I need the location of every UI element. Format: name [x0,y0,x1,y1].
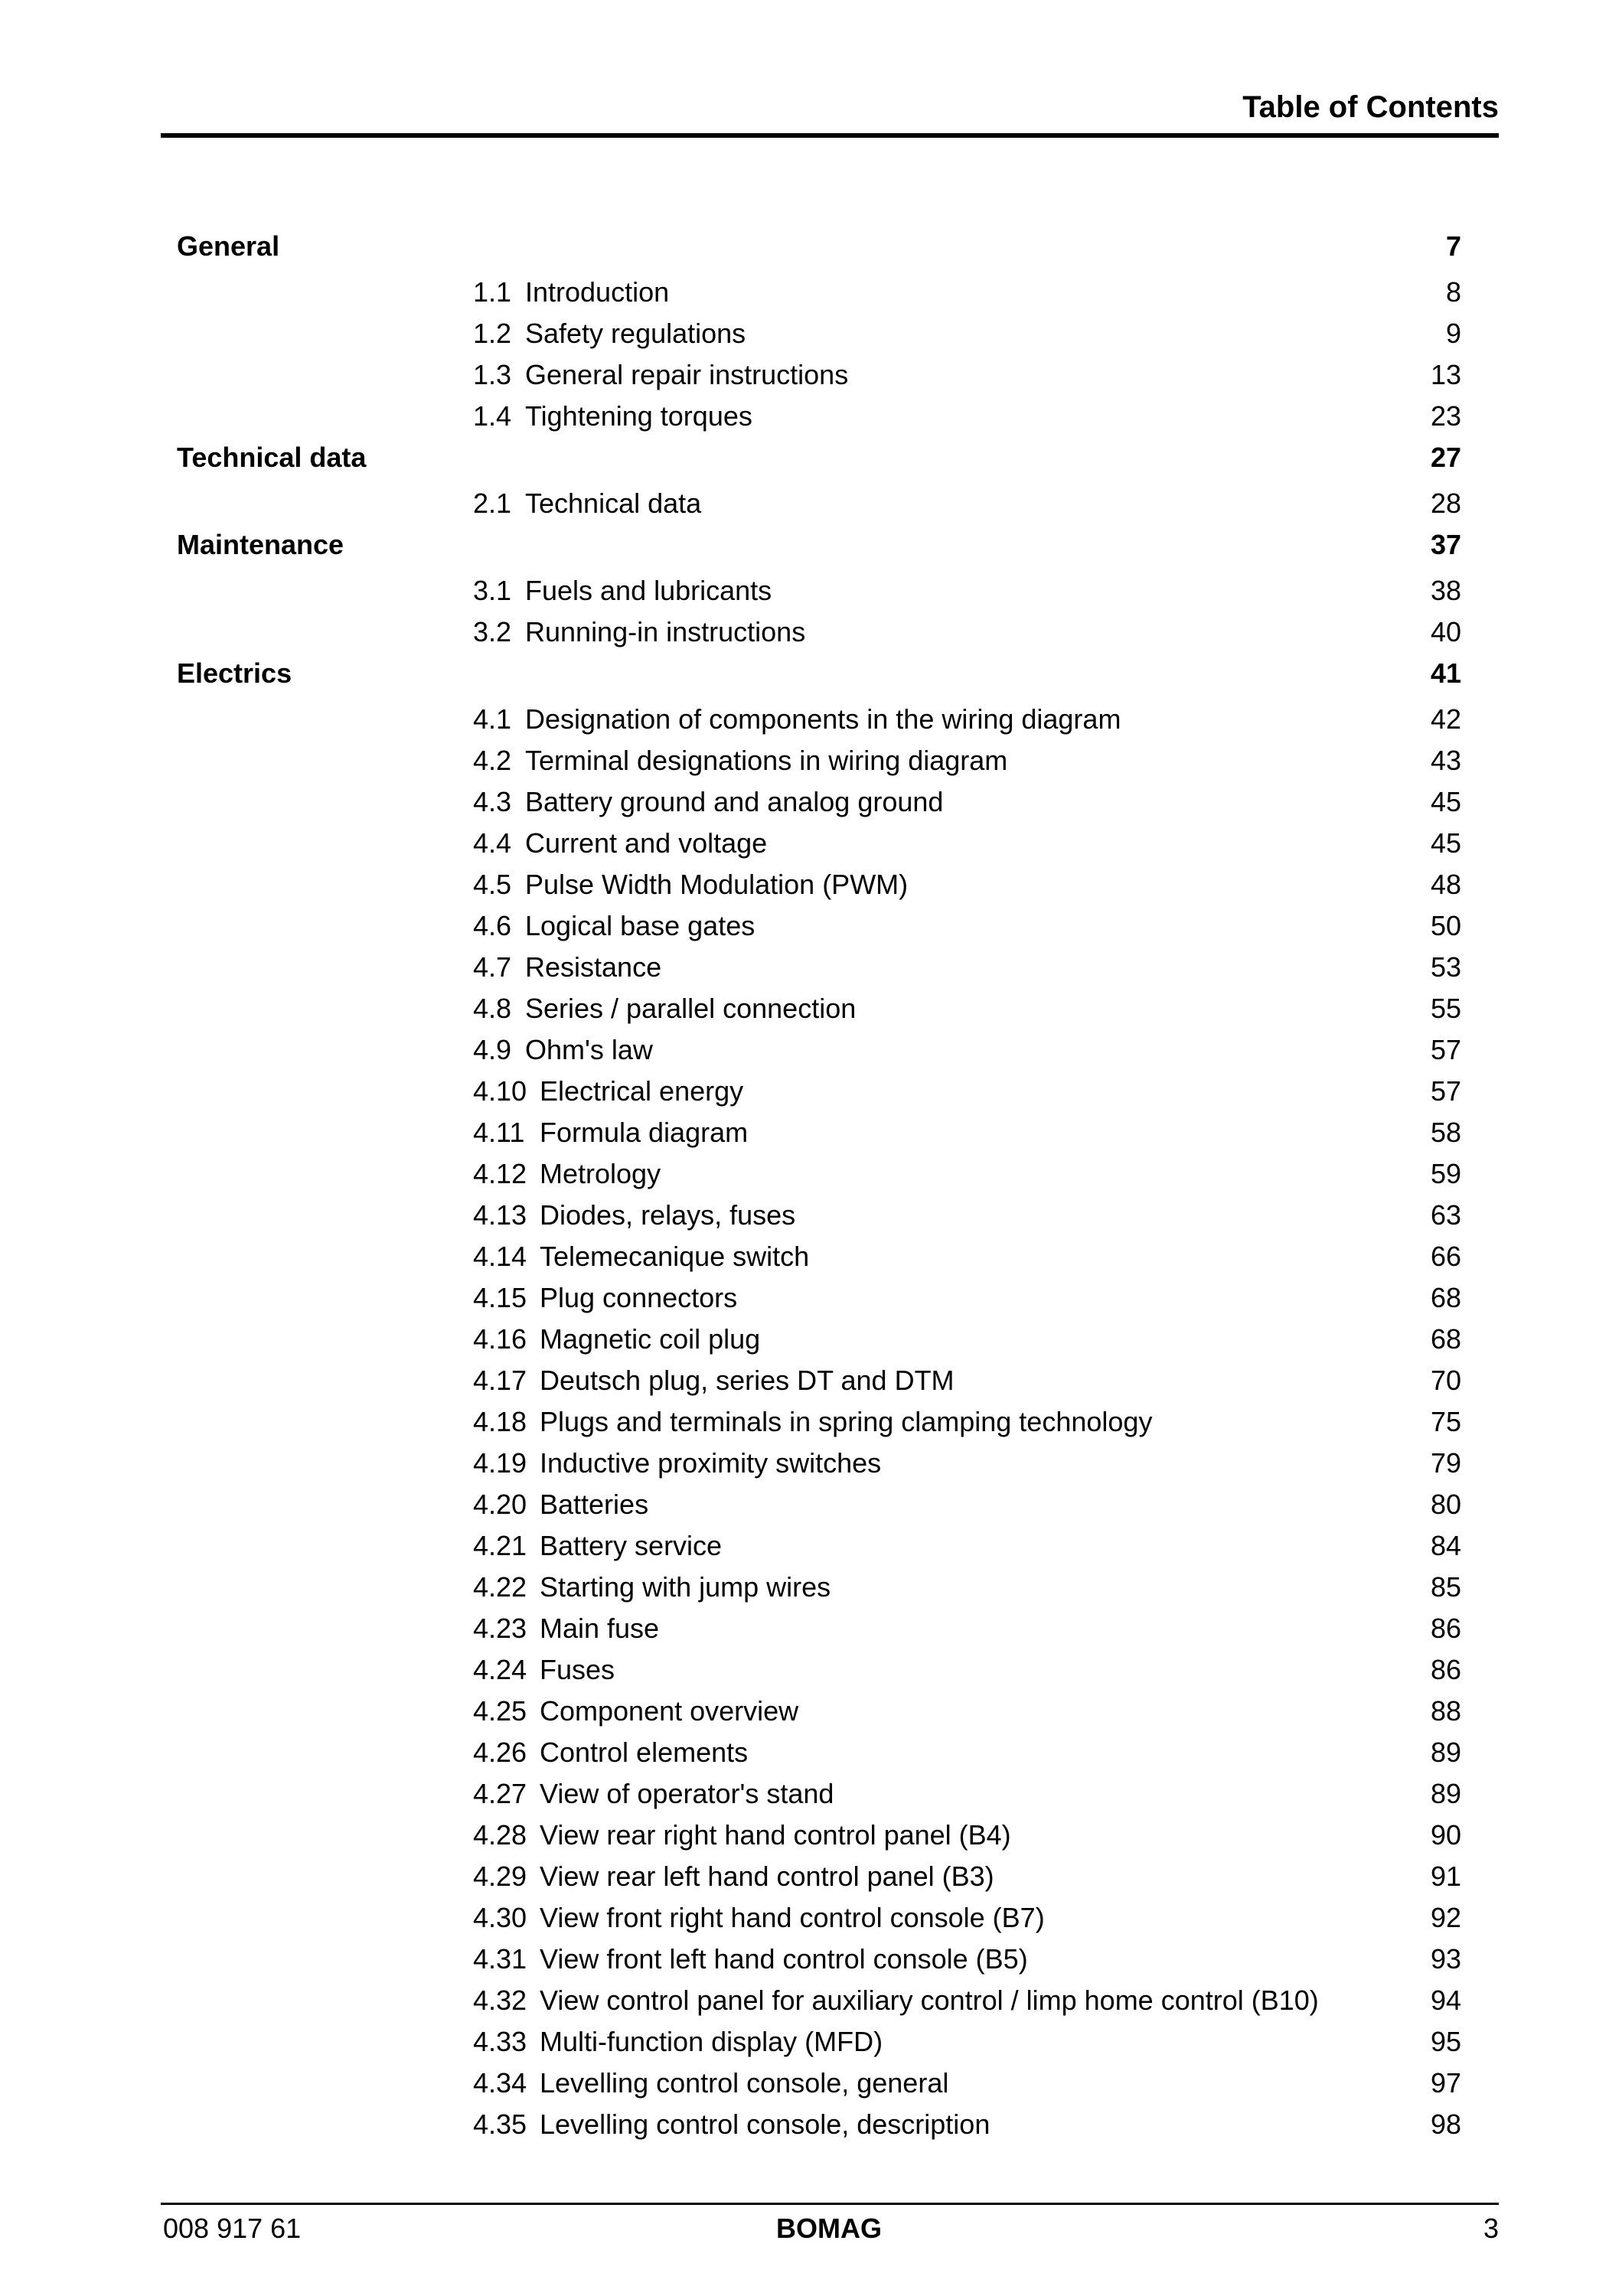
toc-page-number: 91 [1430,1861,1461,1892]
page-number: 3 [1483,2213,1499,2244]
toc-entry[interactable] [0,354,1622,396]
toc-entry[interactable] [0,396,1622,437]
section-number: 3.1 [473,575,512,606]
toc-chapter[interactable] [0,226,1622,267]
section-title: Electrical energy [540,1075,744,1107]
section-number: 4.22 [473,1571,527,1603]
toc-page-number: 90 [1430,1819,1461,1851]
toc-page-number: 43 [1430,745,1461,776]
section-title: View control panel for auxiliary control / limp home control (B10) [540,1985,1319,2016]
toc-entry[interactable] [0,1691,1622,1732]
toc-entry[interactable] [0,1071,1622,1112]
section-number: 4.23 [473,1613,527,1644]
toc-page-number: 53 [1430,951,1461,983]
toc-entry[interactable] [0,1980,1622,2021]
section-number: 4.29 [473,1861,527,1892]
toc-entry[interactable] [0,988,1622,1029]
toc-page-number: 85 [1430,1571,1461,1603]
toc-page-number: 93 [1430,1943,1461,1975]
section-number: 4.3 [473,786,512,817]
toc-page-number: 58 [1430,1117,1461,1148]
toc-page-number: 9 [1445,318,1461,349]
section-number: 4.14 [473,1241,527,1272]
section-number: 4.31 [473,1943,527,1975]
section-number: 4.32 [473,1985,527,2016]
toc-page-number: 88 [1430,1695,1461,1727]
toc-entry[interactable] [0,2104,1622,2145]
toc-page-number: 66 [1430,1241,1461,1272]
section-title: Formula diagram [540,1117,749,1148]
toc-entry[interactable] [0,864,1622,905]
toc-page-number: 89 [1430,1778,1461,1809]
toc-entry[interactable] [0,1029,1622,1071]
toc-page-number: 79 [1430,1447,1461,1479]
toc-page-number: 63 [1430,1199,1461,1231]
section-title: Series / parallel connection [525,993,857,1024]
brand-name: BOMAG [776,2213,882,2244]
toc-entry[interactable] [0,2063,1622,2104]
toc-page-number: 23 [1430,400,1461,432]
toc-entry[interactable] [0,905,1622,947]
section-title: Battery service [540,1530,723,1561]
toc-entry[interactable] [0,313,1622,354]
toc-entry[interactable] [0,483,1622,524]
toc-page-number: 70 [1430,1365,1461,1396]
toc-entry[interactable] [0,570,1622,612]
section-title: Technical data [525,488,702,519]
section-number: 4.26 [473,1737,527,1768]
section-number: 4.28 [473,1819,527,1851]
section-title: Fuses [540,1654,615,1685]
section-title: Resistance [525,951,662,983]
page-title: Table of Contents [1242,90,1499,124]
toc-page-number: 48 [1430,869,1461,900]
section-title: Starting with jump wires [540,1571,831,1603]
toc-page-number: 97 [1430,2067,1461,2099]
section-title: Telemecanique switch [540,1241,810,1272]
section-number: 4.18 [473,1406,527,1437]
section-title: Terminal designations in wiring diagram [525,745,1008,776]
section-title: Fuels and lubricants [525,575,772,606]
toc-entry[interactable] [0,1773,1622,1815]
toc-entry[interactable] [0,947,1622,988]
section-title: Main fuse [540,1613,660,1644]
toc-entry[interactable] [0,740,1622,781]
section-number: 4.24 [473,1654,527,1685]
toc-entry[interactable] [0,1525,1622,1567]
toc-page-number: 41 [1430,657,1461,689]
chapter-title: Technical data [177,442,367,473]
toc-page-number: 45 [1430,786,1461,817]
section-number: 4.34 [473,2067,527,2099]
section-title: Batteries [540,1489,649,1520]
section-number: 4.19 [473,1447,527,1479]
toc-entry[interactable] [0,1153,1622,1195]
section-title: Battery ground and analog ground [525,786,944,817]
section-number: 4.1 [473,703,512,735]
toc-page-number: 59 [1430,1158,1461,1189]
section-title: Tightening torques [525,400,752,432]
toc-entry[interactable] [0,2021,1622,2063]
section-title: Plugs and terminals in spring clamping technology [540,1406,1153,1437]
toc-entry[interactable] [0,1195,1622,1236]
section-number: 4.13 [473,1199,527,1231]
section-title: Ohm's law [525,1034,653,1065]
section-number: 4.9 [473,1034,512,1065]
section-number: 4.27 [473,1778,527,1809]
section-number: 4.5 [473,869,512,900]
section-title: Introduction [525,276,670,308]
toc-chapter[interactable] [0,437,1622,478]
section-title: View front right hand control console (B7) [540,1902,1045,1933]
toc-page-number: 86 [1430,1654,1461,1685]
section-title: Multi-function display (MFD) [540,2026,883,2057]
toc-page-number: 68 [1430,1323,1461,1355]
toc-page-number: 42 [1430,703,1461,735]
toc-entry[interactable] [0,1815,1622,1856]
section-title: View of operator's stand [540,1778,834,1809]
toc-page-number: 45 [1430,827,1461,859]
section-number: 4.7 [473,951,512,983]
toc-entry[interactable] [0,781,1622,823]
section-number: 4.21 [473,1530,527,1561]
toc-entry[interactable] [0,1401,1622,1443]
section-number: 4.30 [473,1902,527,1933]
section-number: 4.20 [473,1489,527,1520]
toc-page-number: 98 [1430,2108,1461,2140]
toc-page-number: 13 [1430,359,1461,390]
section-number: 4.15 [473,1282,527,1313]
section-title: Magnetic coil plug [540,1323,761,1355]
section-title: View rear right hand control panel (B4) [540,1819,1011,1851]
toc-page-number: 68 [1430,1282,1461,1313]
section-title: View front left hand control console (B5) [540,1943,1028,1975]
section-title: Plug connectors [540,1282,738,1313]
toc-page-number: 27 [1430,442,1461,473]
section-number: 3.2 [473,616,512,647]
section-number: 4.10 [473,1075,527,1107]
toc-page-number: 89 [1430,1737,1461,1768]
toc-entry[interactable] [0,699,1622,740]
toc-entry[interactable] [0,1649,1622,1691]
section-title: Deutsch plug, series DT and DTM [540,1365,955,1396]
toc-page-number: 95 [1430,2026,1461,2057]
chapter-title: Electrics [177,657,292,689]
section-title: Pulse Width Modulation (PWM) [525,869,909,900]
toc-entry[interactable] [0,1277,1622,1319]
section-title: Current and voltage [525,827,768,859]
toc-page-number: 57 [1430,1034,1461,1065]
section-number: 4.33 [473,2026,527,2057]
toc-page-number: 38 [1430,575,1461,606]
toc-page-number: 75 [1430,1406,1461,1437]
toc-entry[interactable] [0,272,1622,313]
toc-entry[interactable] [0,1897,1622,1939]
toc-page-number: 92 [1430,1902,1461,1933]
section-title: Levelling control console, general [540,2067,949,2099]
section-number: 4.6 [473,910,512,941]
toc-page-number: 80 [1430,1489,1461,1520]
toc-entry[interactable] [0,612,1622,653]
section-number: 4.35 [473,2108,527,2140]
toc-entry[interactable] [0,1236,1622,1277]
toc-entry[interactable] [0,1567,1622,1608]
section-number: 1.1 [473,276,512,308]
toc-page-number: 40 [1430,616,1461,647]
toc-page-number: 8 [1445,276,1461,308]
toc-page-number: 28 [1430,488,1461,519]
section-number: 4.25 [473,1695,527,1727]
section-number: 4.16 [473,1323,527,1355]
section-title: Diodes, relays, fuses [540,1199,796,1231]
section-title: Levelling control console, description [540,2108,990,2140]
section-number: 1.2 [473,318,512,349]
toc-entry[interactable] [0,1443,1622,1484]
section-title: View rear left hand control panel (B3) [540,1861,994,1892]
section-title: Logical base gates [525,910,756,941]
section-title: Safety regulations [525,318,746,349]
section-number: 2.1 [473,488,512,519]
chapter-title: General [177,230,280,262]
toc-entry[interactable] [0,1360,1622,1401]
toc-page-number: 7 [1445,230,1461,262]
toc-page-number: 86 [1430,1613,1461,1644]
footer-divider [161,2203,1499,2205]
toc-entry[interactable] [0,1112,1622,1153]
header-divider [161,133,1499,138]
section-title: Inductive proximity switches [540,1447,882,1479]
section-number: 4.4 [473,827,512,859]
toc-entry[interactable] [0,1939,1622,1980]
toc-page-number: 55 [1430,993,1461,1024]
section-number: 4.11 [473,1117,525,1148]
toc-chapter[interactable] [0,653,1622,694]
section-number: 4.2 [473,745,512,776]
section-number: 1.3 [473,359,512,390]
toc-entry[interactable] [0,1319,1622,1360]
toc-page-number: 84 [1430,1530,1461,1561]
section-title: General repair instructions [525,359,849,390]
section-title: Metrology [540,1158,661,1189]
section-title: Control elements [540,1737,749,1768]
section-title: Designation of components in the wiring diagram [525,703,1121,735]
toc-entry[interactable] [0,1608,1622,1649]
toc-entry[interactable] [0,823,1622,864]
section-title: Running-in instructions [525,616,806,647]
section-number: 4.17 [473,1365,527,1396]
toc-chapter[interactable] [0,524,1622,566]
toc-page-number: 50 [1430,910,1461,941]
toc-entry[interactable] [0,1856,1622,1897]
section-number: 4.8 [473,993,512,1024]
toc-page-number: 94 [1430,1985,1461,2016]
toc-entry[interactable] [0,1484,1622,1525]
toc-page-number: 37 [1430,529,1461,560]
toc-page-number: 57 [1430,1075,1461,1107]
section-title: Component overview [540,1695,799,1727]
section-number: 4.12 [473,1158,527,1189]
toc-entry[interactable] [0,1732,1622,1773]
chapter-title: Maintenance [177,529,344,560]
document-number: 008 917 61 [163,2213,302,2244]
section-number: 1.4 [473,400,512,432]
